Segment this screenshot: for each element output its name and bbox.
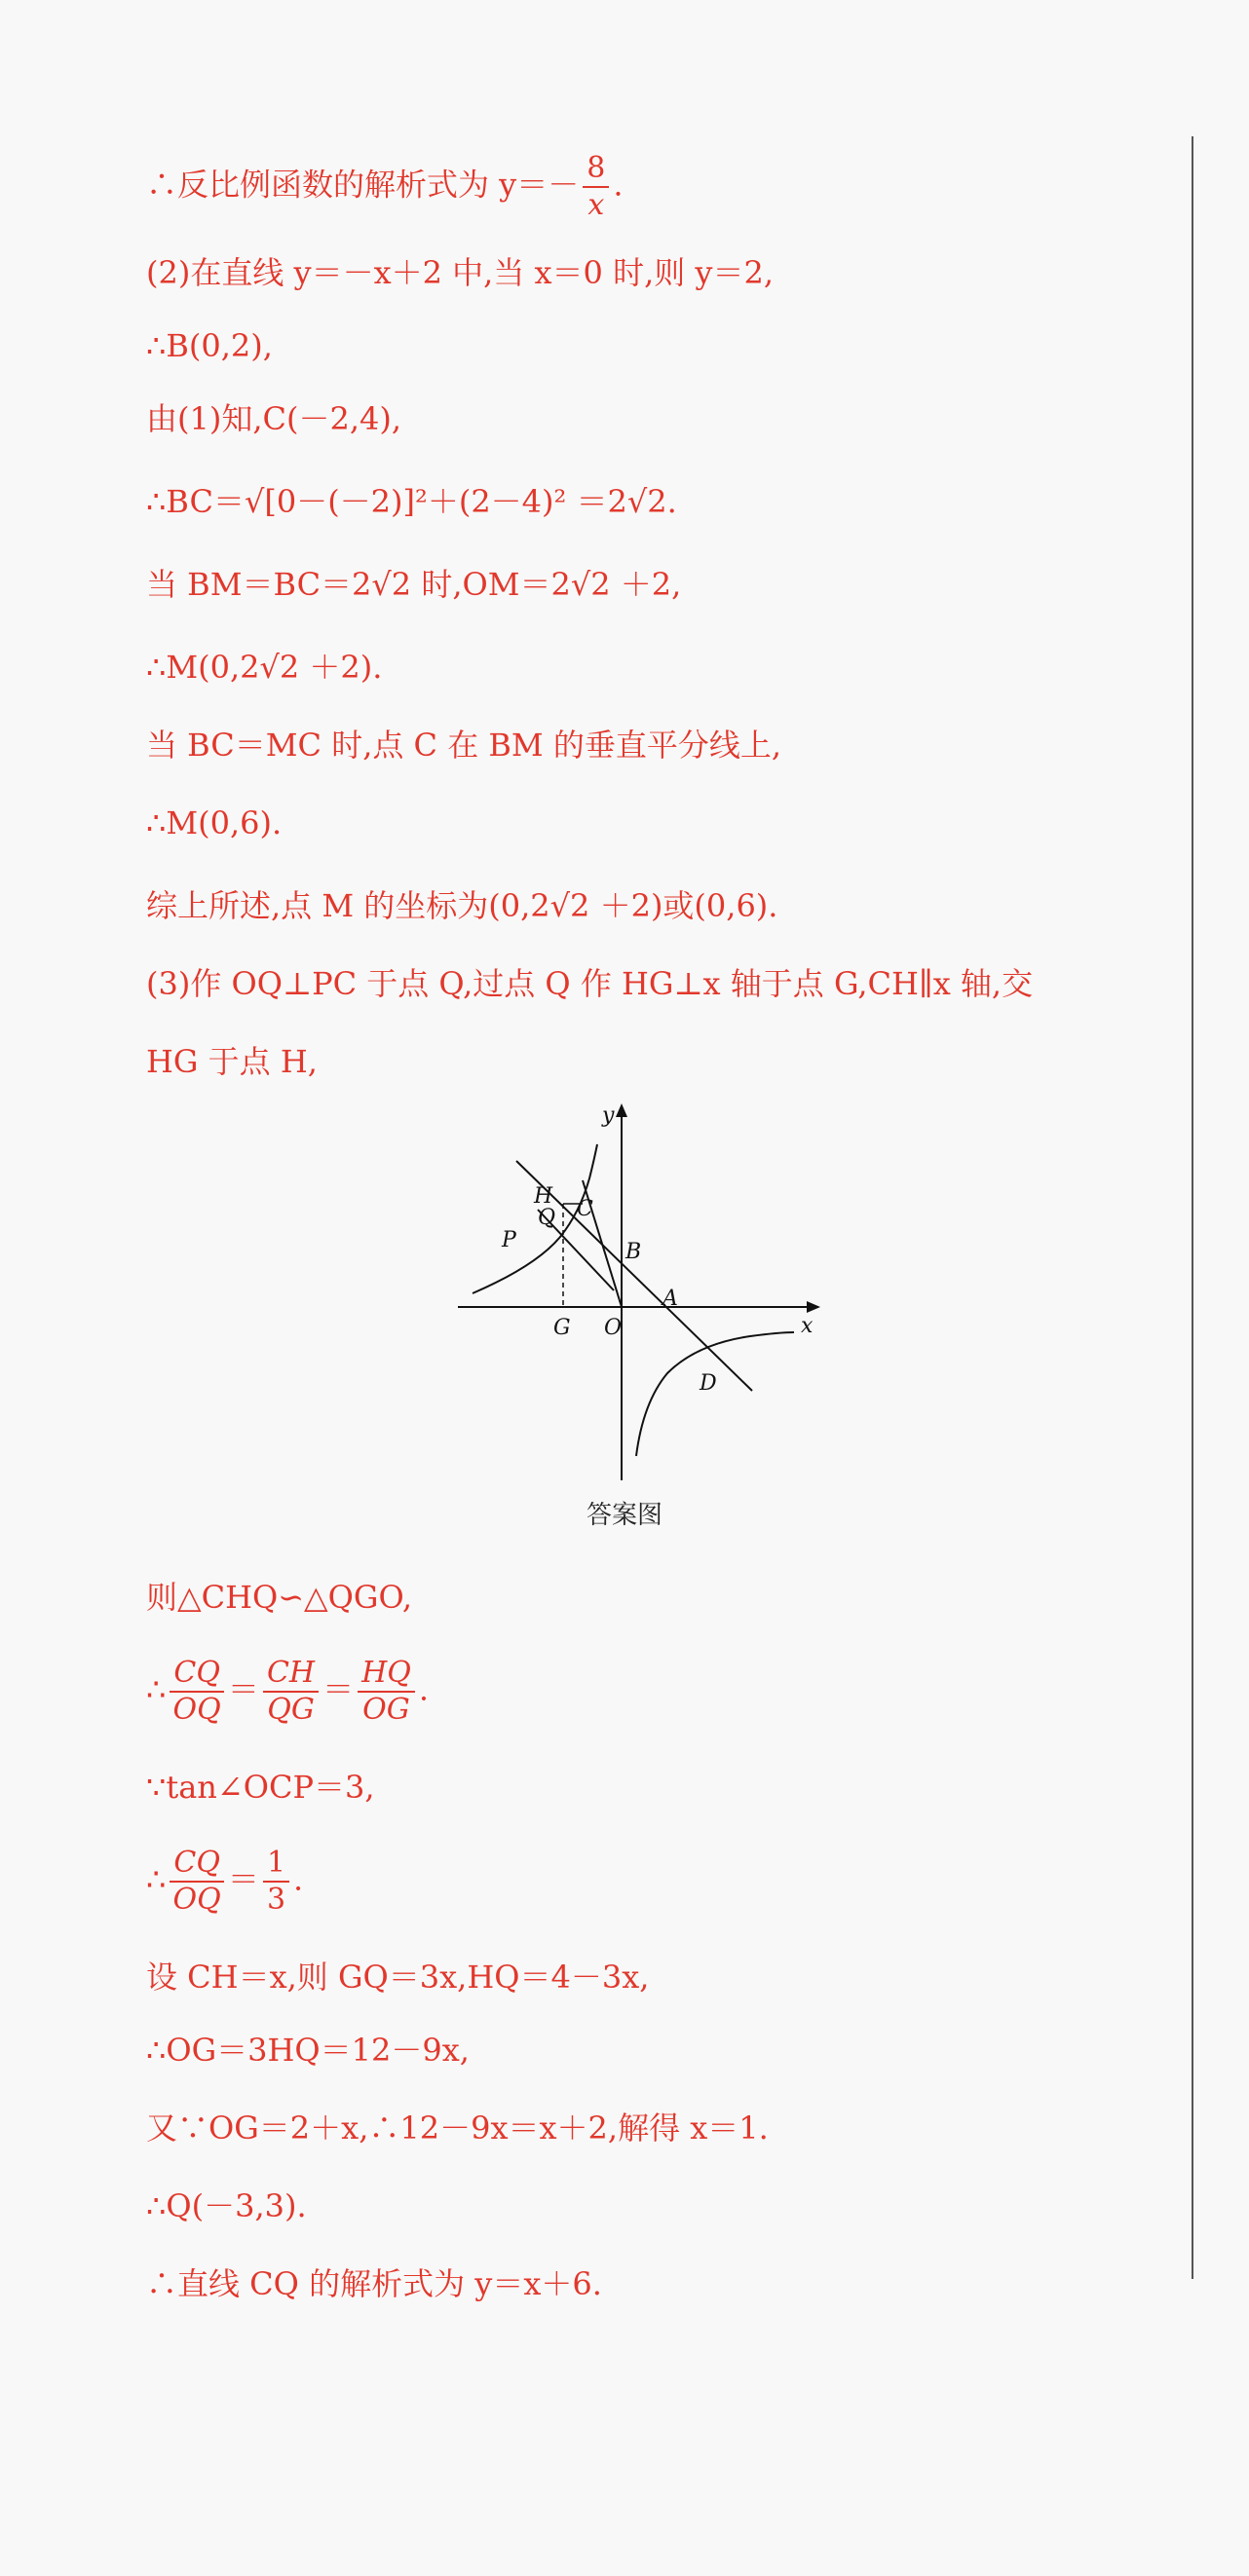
answer-figure — [458, 1101, 828, 1490]
fraction-numerator: CQ — [170, 1846, 224, 1883]
fraction-1-3 — [263, 1846, 289, 1918]
label-B: B — [625, 1240, 642, 1264]
label-y: y — [602, 1103, 615, 1128]
label-A: A — [662, 1287, 678, 1311]
label-H: H — [534, 1184, 553, 1209]
line-2: (2)在直线 y＝－x＋2 中,当 x＝0 时,则 y＝2, — [146, 254, 775, 291]
fraction-numerator: CH — [263, 1656, 319, 1693]
fraction-CQ-OQ — [170, 1656, 224, 1728]
line-21: ∴直线 CQ 的解析式为 y＝x＋6. — [146, 2265, 602, 2302]
equals-sign: ＝ — [322, 1670, 355, 1708]
line-8: 当 BC＝MC 时,点 C 在 BM 的垂直平分线上, — [146, 727, 781, 764]
period: . — [418, 1670, 430, 1708]
label-D: D — [700, 1371, 717, 1396]
label-C: C — [577, 1197, 593, 1221]
line-16 — [146, 1846, 1171, 1918]
therefore-symbol: ∴ — [146, 1670, 167, 1708]
fraction-denominator: OQ — [172, 1883, 221, 1917]
figure-caption: 答案图 — [586, 1501, 662, 1530]
line-19: 又∵OG＝2＋x,∴12－9x＝x＋2,解得 x＝1. — [146, 2109, 769, 2147]
line-13: 则△CHQ∽△QGO, — [146, 1579, 412, 1616]
line-20: ∴Q(－3,3). — [146, 2187, 307, 2224]
fraction-numerator: 8 — [583, 151, 609, 188]
line-10: 综上所述,点 M 的坐标为(0,2√2 ＋2)或(0,6). — [146, 887, 778, 924]
line-12: HG 于点 H, — [146, 1043, 318, 1080]
equals-sign: ＝ — [227, 1860, 259, 1898]
line-5: ∴BC＝√[0－(－2)]²＋(2－4)² ＝2√2. — [146, 483, 677, 520]
fraction-numerator: HQ — [358, 1656, 415, 1693]
fraction-8-over-x — [583, 151, 609, 223]
line-14 — [146, 1656, 1171, 1728]
label-G: G — [553, 1316, 571, 1340]
line-1 — [146, 151, 1171, 223]
line-6: 当 BM＝BC＝2√2 时,OM＝2√2 ＋2, — [146, 566, 682, 603]
line-4: 由(1)知,C(－2,4), — [146, 400, 402, 437]
label-Q: Q — [538, 1206, 556, 1230]
fraction-denominator: OG — [362, 1693, 410, 1727]
line-11: (3)作 OQ⊥PC 于点 Q,过点 Q 作 HG⊥x 轴于点 G,CH∥x 轴,交 — [146, 965, 1034, 1002]
fraction-denominator: OQ — [172, 1693, 221, 1727]
line-18: ∴OG＝3HQ＝12－9x, — [146, 2032, 470, 2069]
line-1-text: ∴反比例函数的解析式为 y＝－ — [146, 166, 580, 204]
therefore-symbol: ∴ — [146, 1860, 167, 1898]
line-7: ∴M(0,2√2 ＋2). — [146, 649, 383, 686]
line-3: ∴B(0,2), — [146, 327, 273, 364]
fraction-CQ-OQ — [170, 1846, 224, 1918]
label-P: P — [502, 1228, 516, 1252]
fraction-denominator: 3 — [266, 1883, 286, 1917]
fraction-numerator: CQ — [170, 1656, 224, 1693]
margin-rule — [1192, 136, 1193, 2279]
line-1-tail: . — [613, 166, 624, 204]
line-17: 设 CH＝x,则 GQ＝3x,HQ＝4－3x, — [146, 1959, 650, 1996]
fraction-HQ-OG — [358, 1656, 415, 1728]
label-x: x — [801, 1314, 814, 1338]
line-9: ∴M(0,6). — [146, 804, 283, 841]
label-O: O — [604, 1316, 623, 1340]
fraction-denominator: x — [587, 188, 605, 222]
fraction-CH-QG — [263, 1656, 319, 1728]
equals-sign: ＝ — [227, 1670, 259, 1708]
period: . — [293, 1860, 304, 1898]
fraction-numerator: 1 — [263, 1846, 289, 1883]
line-15: ∵tan∠OCP＝3, — [146, 1769, 375, 1806]
fraction-denominator: QG — [267, 1693, 315, 1727]
